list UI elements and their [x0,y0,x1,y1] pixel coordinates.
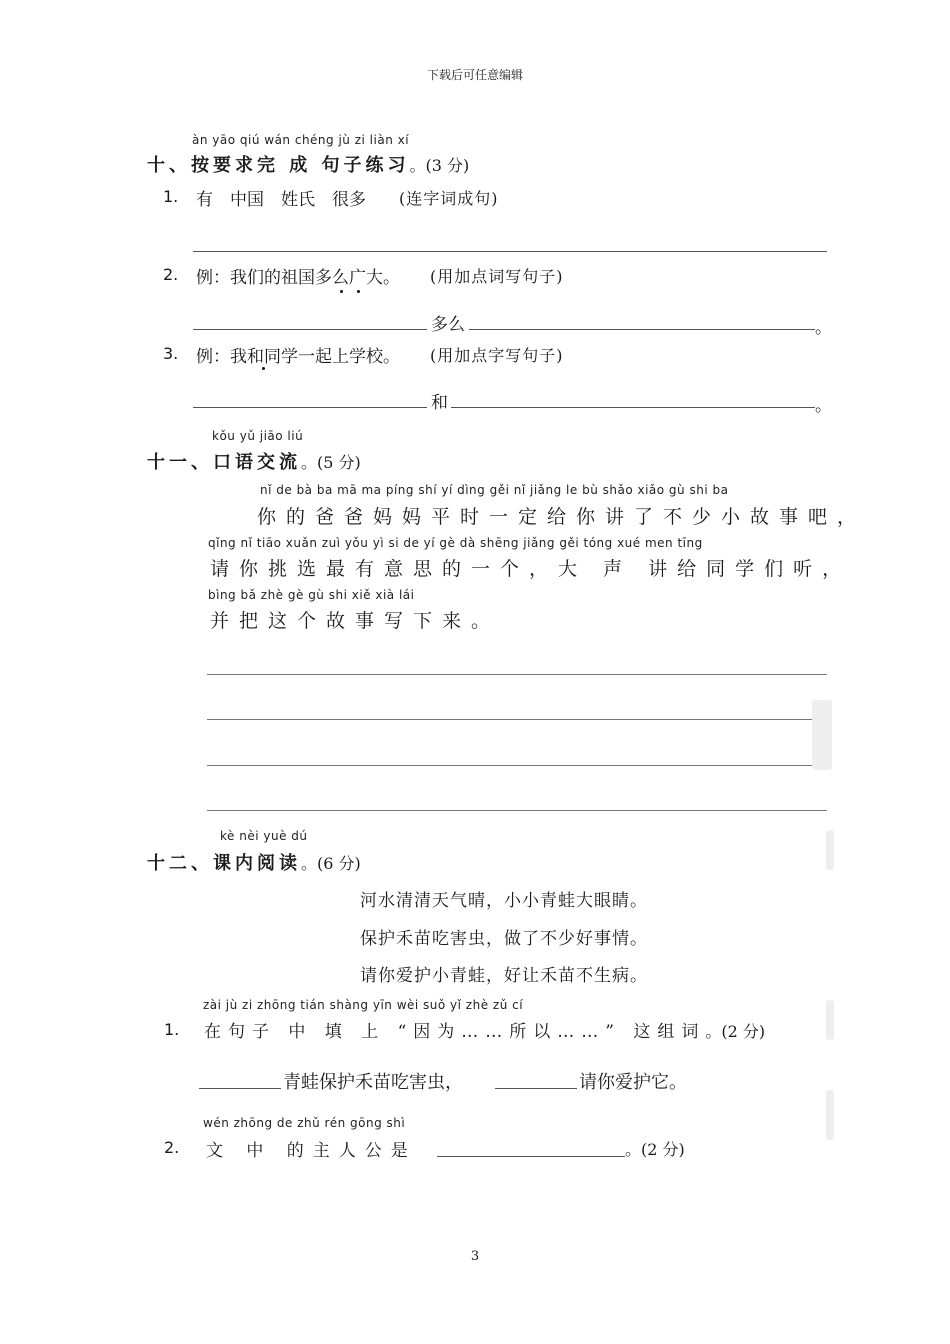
s12-q1-instruction: 在句子 中 填 上 “因为……所以……” 这组词 [204,1022,706,1042]
s11-title-text: 十一、口语交流 [147,452,301,473]
page-number: 3 [470,1249,480,1264]
s10-q1-words: 有 中国 姓氏 很多 [196,190,366,210]
s11-line1-text: 你的爸爸妈妈平时一定给你讲了不少小故事吧， [257,506,867,528]
s12-q2-pinyin: wén zhōng de zhǔ rén gōng shì [203,1116,406,1130]
s12-title-text: 十二、课内阅读 [147,853,301,874]
poem-line: 保护禾苗吃害虫，做了不少好事情。 [360,929,648,949]
s10-q1-answer-line[interactable] [193,251,827,252]
emphasis-dot [340,290,343,293]
s10-pinyin: àn yāo qiú wán chéng jù zi liàn xí [192,133,410,147]
s10-q2-blank-b[interactable] [469,329,815,330]
s12-q1-blank-b[interactable] [495,1088,577,1089]
s10-q2-note: (用加点词写句子) [430,267,564,286]
s11-title [147,448,361,474]
s12-q1-number: 1. [164,1020,180,1039]
s12-q2-score: 。(2 分) [625,1140,685,1159]
scan-artifact [826,1000,834,1040]
poem-line: 河水清清天气晴，小小青蛙大眼睛。 [360,891,648,911]
scan-artifact [826,1090,834,1140]
s11-line2-text: 请你挑选最有意思的一个，大 声 讲给同学们听， [210,558,852,580]
s10-title-text: 十、按要求完 成 句子练习 [147,155,410,176]
poem-line: 请你爱护小青蛙，好让禾苗不生病。 [360,966,648,986]
s11-writing-line[interactable] [207,765,827,766]
s10-q3-end: 。 [815,396,832,416]
s12-q1-text [204,1017,765,1042]
s11-line3-pinyin: bìng bǎ zhè gè gù shi xiě xià lái [208,588,415,602]
s12-q2-text: 文 中 的主人公是 [206,1141,417,1161]
s10-q3-number: 3. [163,344,179,363]
s11-pinyin: kǒu yǔ jiāo liú [212,429,304,443]
s12-q1-clause-b: 请你爱护它。 [579,1072,687,1093]
emphasis-dot [262,367,265,370]
s11-writing-line[interactable] [207,674,827,675]
s12-q2-number: 2. [164,1138,180,1157]
s10-q2-example: 例：我们的祖国多么广大。 [196,268,400,288]
s11-score: 。(5 分) [301,453,361,472]
s10-q3-blank-b[interactable] [451,407,815,408]
s11-writing-line[interactable] [207,719,827,720]
s11-writing-line[interactable] [207,810,827,811]
s10-q3-keyword: 和 [431,393,448,413]
s10-title [147,151,469,177]
s10-q2-end: 。 [815,318,832,338]
s10-q1-number: 1. [163,187,179,206]
emphasis-dot [357,290,360,293]
s11-line1-pinyin: nǐ de bà ba mā ma píng shí yí dìng gěi nǐ jiǎng le bù shǎo xiǎo gù shi ba [260,483,729,497]
s10-q2-keyword: 多么 [431,315,465,335]
s12-score: 。(6 分) [301,854,361,873]
s12-q1-score: 。(2 分) [705,1022,766,1041]
s10-q1-note: (连字词成句) [399,189,499,208]
s11-line2-pinyin: qǐng nǐ tiāo xuǎn zuì yǒu yì si de yí gè dà shēng jiǎng gěi tóng xué men tīng [208,536,703,550]
s10-score: 。(3 分) [409,156,470,175]
s12-q1-clause-a: 青蛙保护禾苗吃害虫， [283,1072,463,1093]
s12-q1-pinyin: zài jù zi zhōng tián shàng yīn wèi suǒ yǐ zhè zǔ cí [203,998,524,1012]
s12-q2-answer-blank[interactable] [437,1156,625,1157]
s10-q3-note: (用加点字写句子) [430,346,564,365]
s12-q1-blank-a[interactable] [199,1088,281,1089]
scan-artifact [826,830,834,870]
page-header: 下载后可任意编辑 [426,68,523,82]
s10-q3-example: 例：我和同学一起上学校。 [196,347,400,367]
s11-line3-text: 并把这个故事写下来。 [210,610,501,632]
s10-q2-number: 2. [163,265,179,284]
s12-pinyin: kè nèi yuè dú [220,829,308,843]
s12-title [147,849,361,875]
s10-q2-blank-a[interactable] [193,329,427,330]
scan-artifact [812,700,832,770]
s10-q3-blank-a[interactable] [193,407,427,408]
